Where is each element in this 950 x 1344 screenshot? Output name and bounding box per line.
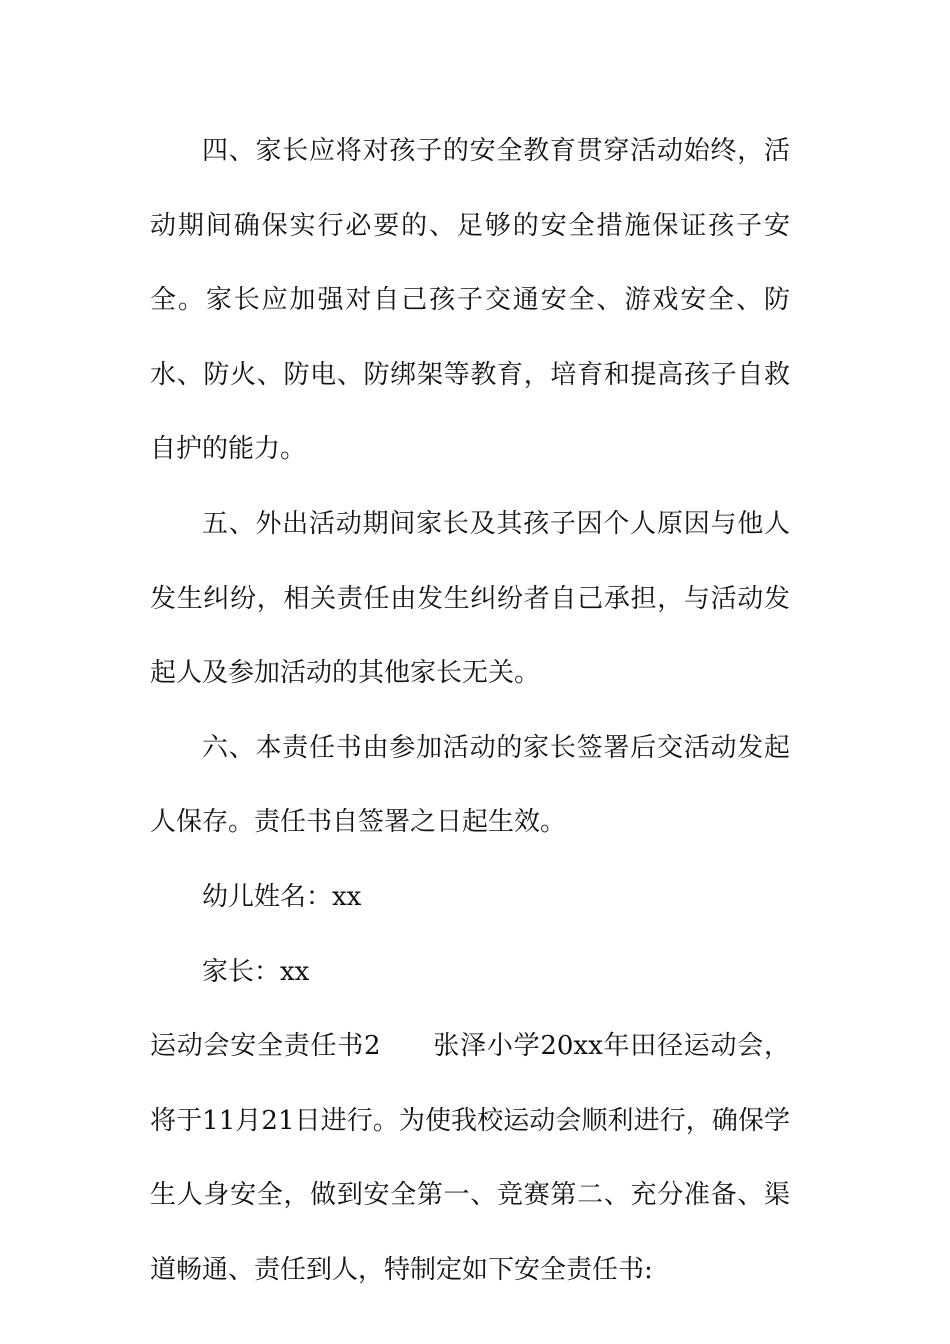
child-name-line: 幼儿姓名：xx: [202, 881, 362, 912]
clause-6: 六、本责任书由参加活动的家长签署后交活动发起人保存。责任书自签署之日起生效。: [150, 732, 790, 838]
section2-title: 运动会安全责任书2: [150, 1031, 381, 1062]
parent-line: 家长：xx: [202, 956, 310, 987]
clause-5: 五、外出活动期间家长及其孩子因个人原因与他人发生纠纷，相关责任由发生纠纷者自己承担，与活动发起人及参加活动的其他家长无关。: [150, 508, 790, 689]
document-page: [150, 114, 790, 1308]
clause-4: 四、家长应将对孩子的安全教育贯穿活动始终，活动期间确保实行必要的、足够的安全措施保证孩子安全。家长应加强对自己孩子交通安全、游戏安全、防水、防火、防电、防绑架等教育，培育和提高孩子自救自护的能力。: [150, 136, 790, 465]
section2-body: 张泽小学20xx年田径运动会，将于11月21日进行。为使我校运动会顺利进行，确保学生人身安全，做到安全第一、竞赛第二、充分准备、渠道畅通、责任到人，特制定如下安全责任书:: [150, 1031, 790, 1285]
section2-paragraph: [150, 1009, 790, 1307]
